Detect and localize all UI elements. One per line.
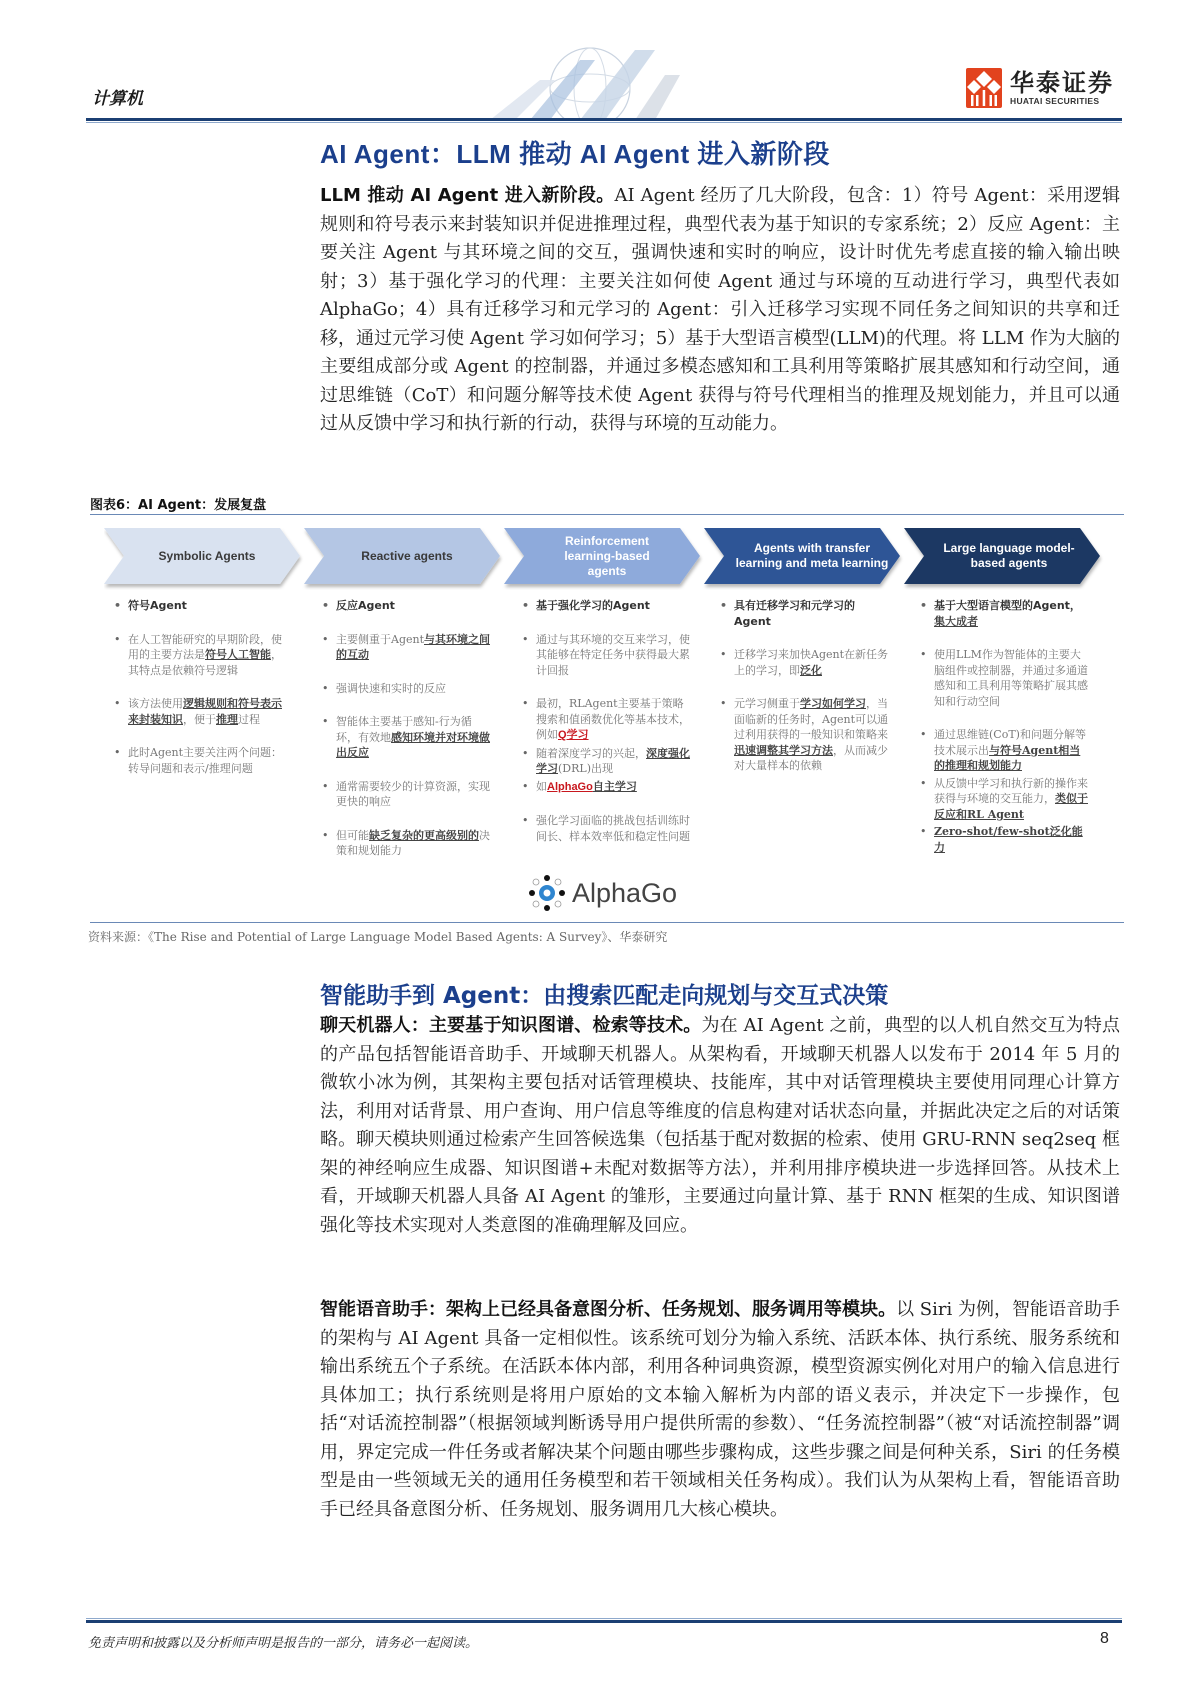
column-heading: • 基于强化学习的Agent (520, 598, 690, 614)
header-decoration-icon (470, 40, 790, 120)
footer-divider-thin (86, 1618, 1122, 1619)
stage-column-reinforcement (520, 598, 690, 862)
stage-reactive-agents: Reactive agents (361, 548, 453, 563)
bullet: • 通常需要较少的计算资源，实现更快的响应 (320, 779, 490, 810)
bullet: • 通过与其环境的交互来学习，使其能够在特定任务中获得最大累计回报 (520, 632, 690, 679)
stage-column-symbolic (112, 598, 282, 794)
bullet: • Zero-shot/few-shot泛化能力 (918, 824, 1088, 855)
column-heading: • 反应Agent (320, 598, 490, 614)
bullet: • 在人工智能研究的早期阶段，使用的主要方法是符号人工智能，其特点是依赖符号逻辑 (112, 632, 282, 679)
alphago-emblem-icon (528, 874, 566, 912)
stage-reinforcement-learning: Reinforcement learning-based agents (564, 533, 650, 578)
alphago-logo (528, 874, 677, 912)
bullet: • 从反馈中学习和执行新的操作来获得与环境的交互能力，类似于反应和RL Agent (918, 776, 1088, 823)
stage-symbolic-agents: Symbolic Agents (158, 548, 256, 563)
bullet: • 此时Agent主要关注两个问题：转导问题和表示/推理问题 (112, 745, 282, 776)
bullet: • 通过思维链(CoT)和问题分解等技术展示出与符号Agent相当的推理和规划能力 (918, 727, 1088, 774)
column-heading: • 具有迁移学习和元学习的Agent (718, 598, 888, 629)
section-heading-2: 智能助手到 Agent：由搜索匹配走向规划与交互式决策 (320, 983, 889, 1009)
paragraph-body: 为在 AI Agent 之前，典型的以人机自然交互为特点的产品包括智能语音助手、开域聊天机器人。从架构看，开域聊天机器人以发布于 2014 年 5 月的微软小冰为例，其架构主要包括对话管理模块、技能库，其中对话管理模块主要使用同理心计算方法，利用对话背景、用户查询、用户信息等维度的信息构建对话状态向量，并据此决定之后的对话策略。聊天模块则通过检索产生回答候选集（包括基于配对数据的检索、使用 GRU-RNN seq2seq 框架的神经响应生成器、知识图谱+未配对数据等方法），并利用排序模块进一步选择回答。从技术上看，开域聊天机器人具备 AI Agent 的雏形，主要通过向量计算、基于 RNN 框架的生成、知识图谱强化等技术实现对人类意图的准确理解及回应。 (320, 1015, 1121, 1236)
paragraph-body: AI Agent 经历了几大阶段，包含：1）符号 Agent：采用逻辑规则和符号表示来封装知识并促进推理过程，典型代表为基于知识的专家系统；2）反应 Agent：主要关注 Agent 与其环境之间的交互，强调快速和实时的响应，设计时优先考虑直接的输入输出映射；3）基于强化学习的代理：主要关注如何使 Agent 通过与环境的互动进行学习，典型代表如 AlphaGo；4）具有迁移学习和元学习的 Agent：引入迁移学习实现不同任务之间知识的共享和迁移，通过元学习使 Agent 学习如何学习；5）基于大型语言模型(LLM)的代理。将 LLM 作为大脑的主要组成部分或 Agent 的控制器，并通过多模态感知和工具利用等策略扩展其感知和行动空间，通过思维链（CoT）和问题分解等技术使 Agent 获得与符号代理相当的推理及规划能力，并且可以通过从反馈中学习和执行新的行动，获得与环境的互动能力。 (320, 185, 1120, 434)
page-number: 8 (1100, 1630, 1109, 1647)
bullet: • 智能体主要基于感知-行为循环，有效地感知环境并对环境做出反应 (320, 714, 490, 761)
paragraph-llm-stages (320, 182, 1120, 439)
bullet: • 该方法使用逻辑规则和符号表示来封装知识，便于推理过程 (112, 696, 282, 727)
paragraph-body: 以 Siri 为例，智能语音助手的架构与 AI Agent 具备一定相似性。该系统可划分为输入系统、活跃本体、执行系统、服务系统和输出系统五个子系统。在活跃本体内部，利用各种词典资源，模型资源实例化对用户的输入信息进行具体加工；执行系统则是将用户原始的文本输入解析为内部的语义表示，并决定下一步操作，包括“对话流控制器”（根据领域判断诱导用户提供所需的参数）、“任务流控制器”（被“对话流控制器”调用，界定完成一件任务或者解决某个问题由哪些步骤构成，这些步骤之间是何种关系，Siri 的任务模型是由一些领域无关的通用任务模型和若干领域相关任务构成）。我们认为从架构上看，智能语音助手已经具备意图分析、任务规划、服务调用几大核心模块。 (320, 1299, 1120, 1520)
bullet: • 强调快速和实时的反应 (320, 681, 490, 697)
stage-transfer-meta-learning: Agents with transfer learning and meta learning (735, 541, 889, 570)
paragraph-voice-assistants (320, 1296, 1120, 1524)
paragraph-chatbots (320, 1012, 1120, 1240)
stage-column-reactive (320, 598, 490, 877)
footer-divider (86, 1620, 1122, 1623)
bullet: • 如AlphaGo自主学习 (520, 779, 690, 796)
header-divider-thin (86, 122, 1122, 123)
bullet: • 强化学习面临的挑战包括训练时间长、样本效率低和稳定性问题 (520, 813, 690, 844)
stage-llm-agents: Large language model-based agents (943, 541, 1075, 570)
stage-column-transfer-meta (718, 598, 888, 792)
alphago-wordmark: AlphaGo (572, 877, 678, 908)
stage-chevron-row (104, 528, 1104, 588)
bullet: • 但可能缺乏复杂的更高级别的决策和规划能力 (320, 828, 490, 859)
paragraph-lead: LLM 推动 AI Agent 进入新阶段。 (320, 185, 615, 206)
figure-top-divider (90, 514, 1124, 515)
company-logo (966, 68, 1114, 108)
section-heading-1: AI Agent：LLM 推动 AI Agent 进入新阶段 (320, 139, 830, 169)
header-divider (86, 118, 1122, 121)
paragraph-lead: 智能语音助手：架构上已经具备意图分析、任务规划、服务调用等模块。 (320, 1299, 897, 1320)
bullet: • 使用LLM作为智能体的主要大脑组件或控制器，并通过多通道感知和工具利用等策略扩展其感知和行动空间 (918, 647, 1088, 709)
bullet: • 主要侧重于Agent与其环境之间的互动 (320, 632, 490, 663)
figure-source: 资料来源：《The Rise and Potential of Large Language Model Based Agents: A Survey》、华泰研究 (88, 930, 668, 944)
bullet: • 随着深度学习的兴起，深度强化学习(DRL)出现 (520, 746, 690, 777)
paragraph-lead: 聊天机器人：主要基于知识图谱、检索等技术。 (320, 1015, 702, 1036)
stage-column-llm (918, 598, 1088, 873)
figure-bottom-divider (90, 922, 1124, 923)
bullet: • 元学习侧重于学习如何学习，当面临新的任务时，Agent可以通过利用获得的一般知识和策略来迅速调整其学习方法，从而减少对大量样本的依赖 (718, 696, 888, 774)
bullet: • 最初，RLAgent主要基于策略搜索和值函数优化等基本技术，例如Q学习 (520, 696, 690, 744)
section-label: 计算机 (92, 89, 143, 109)
column-heading: • 符号Agent (112, 598, 282, 614)
figure-title: 图表6：AI Agent：发展复盘 (90, 498, 267, 513)
column-heading: • 基于大型语言模型的Agent，集大成者 (918, 598, 1088, 629)
bullet: • 迁移学习来加快Agent在新任务上的学习，即泛化 (718, 647, 888, 678)
huatai-logo-icon (966, 68, 1002, 108)
footer-disclaimer: 免责声明和披露以及分析师声明是报告的一部分，请务必一起阅读。 (88, 1636, 479, 1651)
logo-english-name: HUATAI SECURITIES (1010, 96, 1100, 106)
logo-chinese-name: 华泰证券 (1010, 69, 1114, 97)
